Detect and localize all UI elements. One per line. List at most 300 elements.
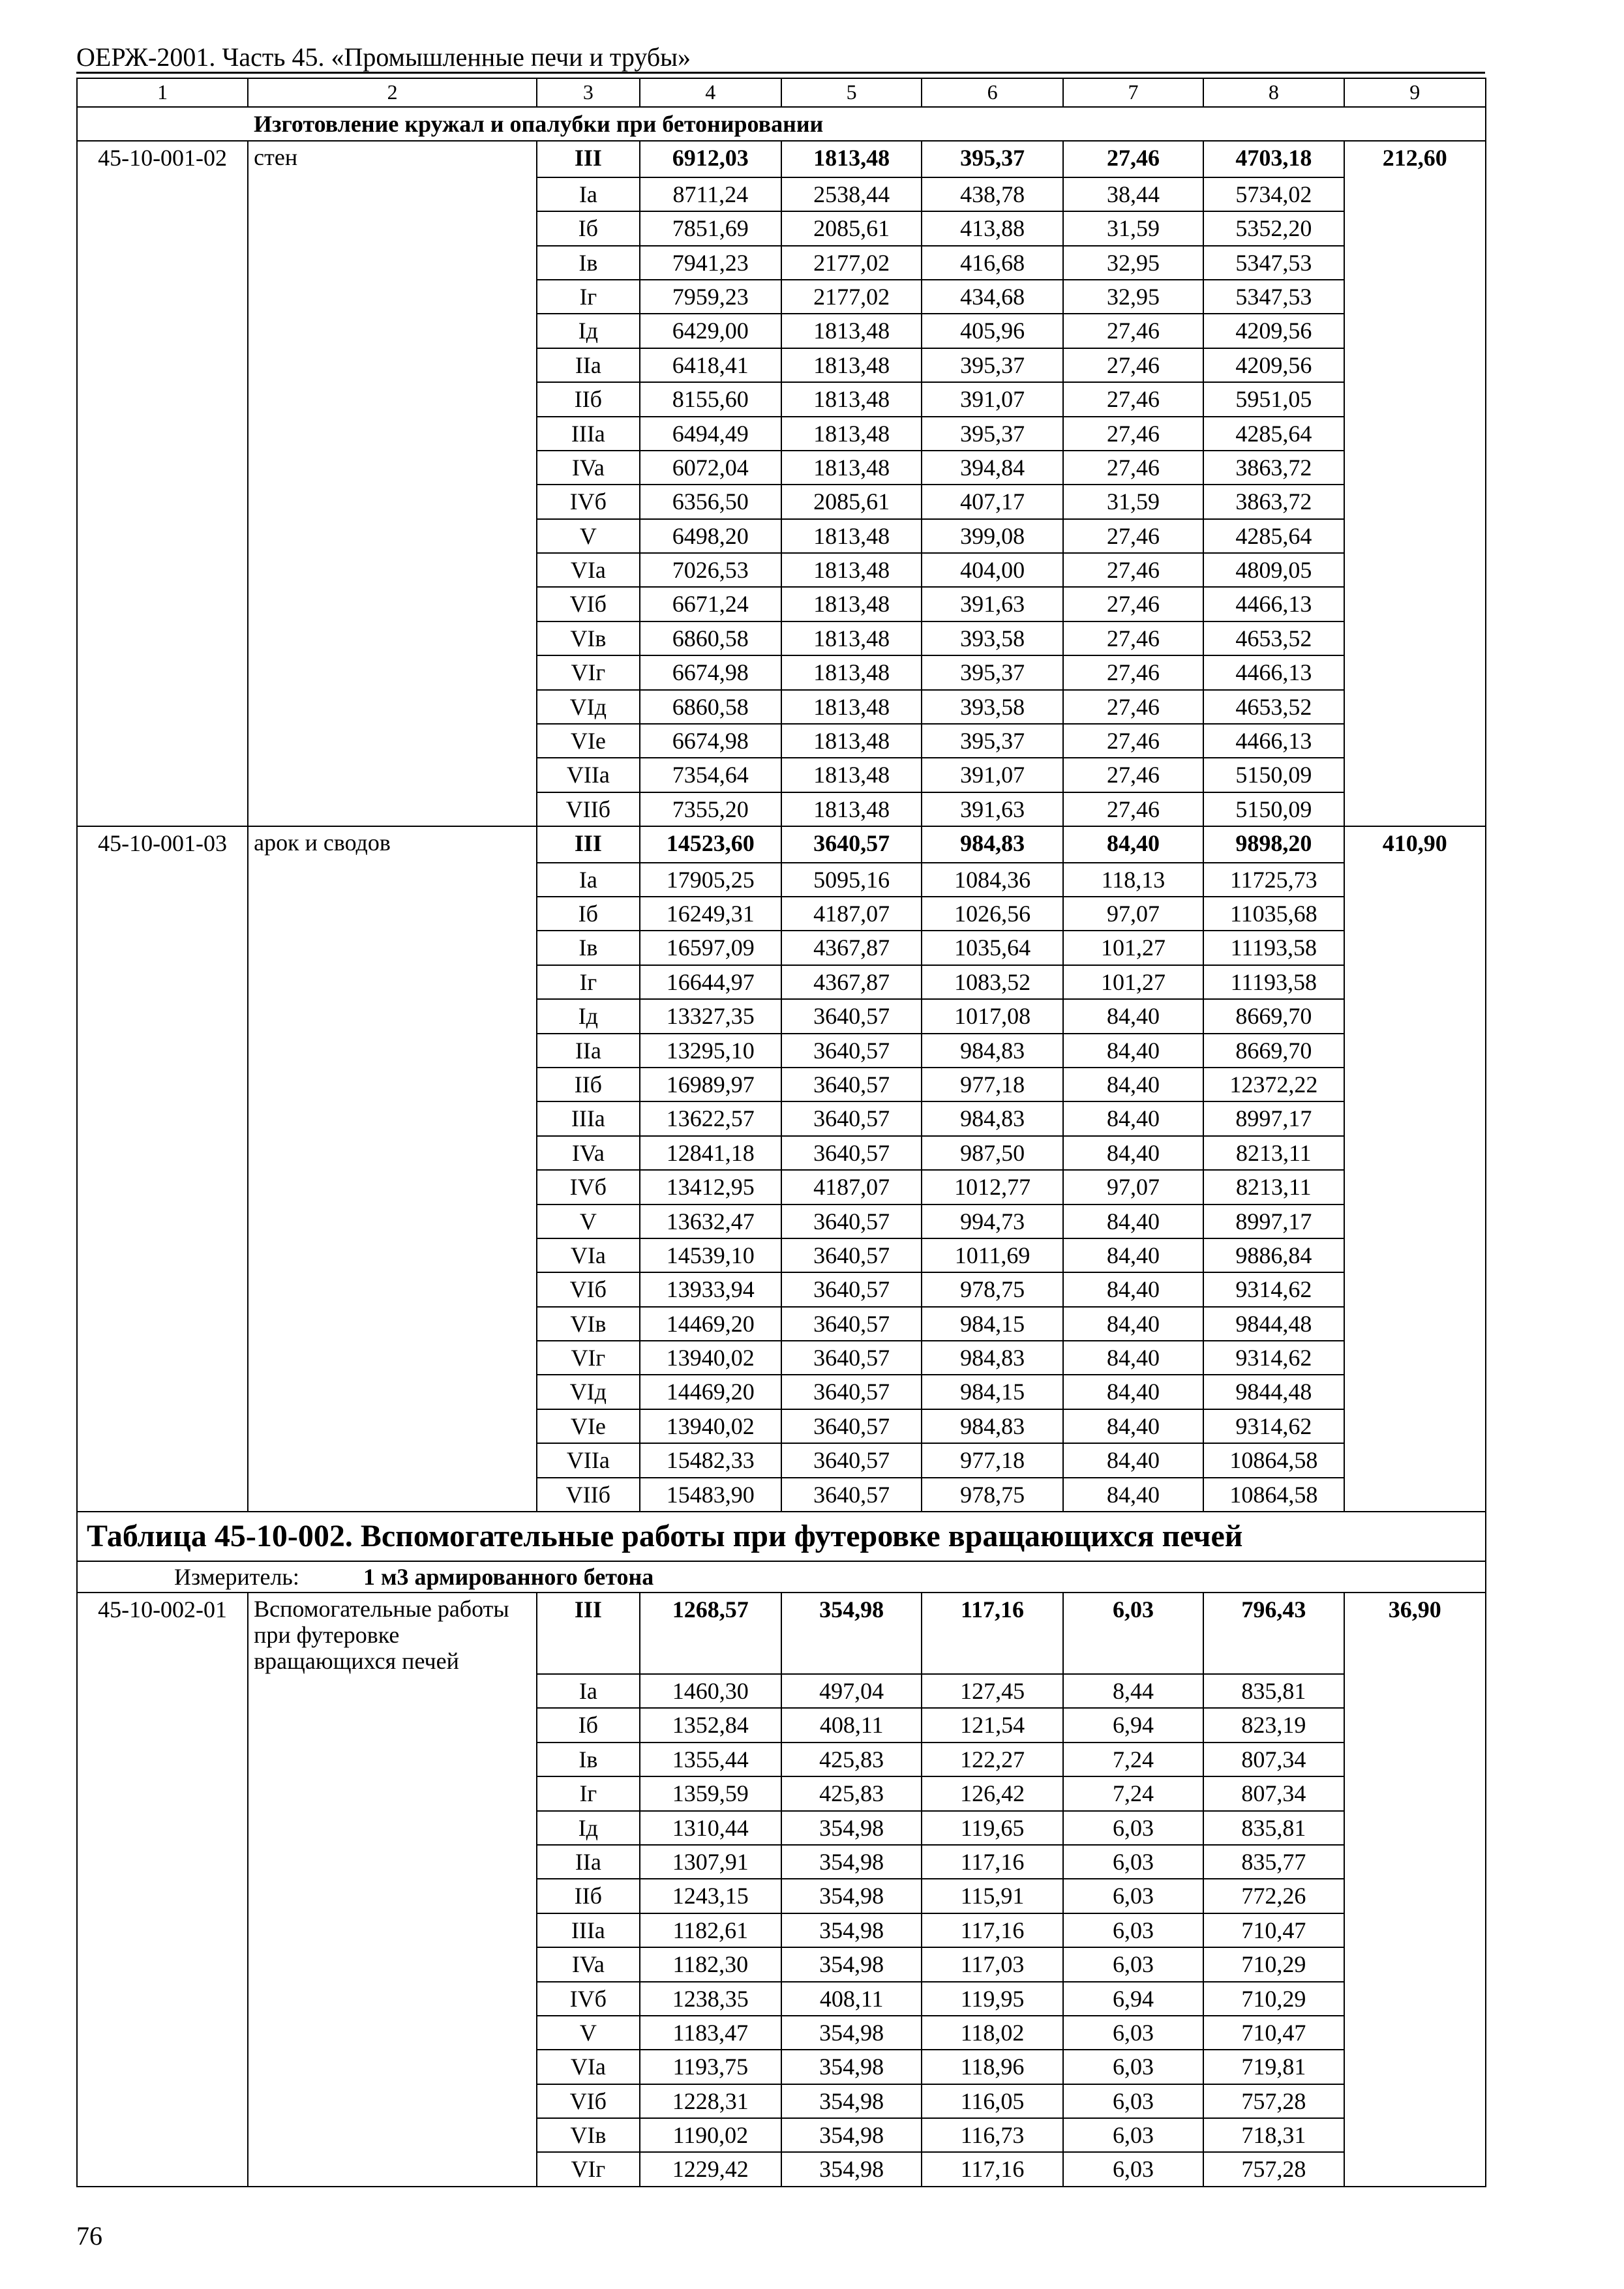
value-cell: 425,83 (781, 1743, 922, 1776)
value-cell: 1026,56 (922, 897, 1062, 931)
item-name-cell (248, 1674, 537, 1708)
zone-code: IIIa (537, 417, 639, 451)
zone-code: Iб (537, 211, 639, 245)
item-name-cell (248, 999, 537, 1033)
value-cell: 354,98 (781, 1593, 922, 1674)
labor-cell (1344, 1375, 1486, 1409)
labor-cell (1344, 690, 1486, 724)
zone-code: VIIб (537, 792, 639, 826)
item-name-cell (248, 897, 537, 931)
value-cell: 718,31 (1203, 2118, 1344, 2152)
item-code-cell (77, 655, 248, 689)
column-number: 6 (922, 78, 1062, 107)
item-code-cell (77, 2084, 248, 2118)
zone-code: III (537, 141, 639, 177)
zone-code: IIa (537, 348, 639, 382)
item-code-cell (77, 2152, 248, 2186)
value-cell: 3863,72 (1203, 451, 1344, 485)
value-cell: 757,28 (1203, 2152, 1344, 2186)
table-row (77, 724, 1486, 758)
value-cell: 8997,17 (1203, 1204, 1344, 1238)
value-cell: 8997,17 (1203, 1101, 1344, 1135)
value-cell: 16989,97 (640, 1068, 781, 1101)
value-cell: 27,46 (1063, 690, 1203, 724)
item-code-cell (77, 348, 248, 382)
item-name-cell (248, 1307, 537, 1341)
value-cell: 757,28 (1203, 2084, 1344, 2118)
section-title: Изготовление кружал и опалубки при бетонировании (77, 107, 1486, 141)
labor-value: 410,90 (1344, 826, 1486, 862)
value-cell: 1190,02 (640, 2118, 781, 2152)
zone-code: Iв (537, 931, 639, 965)
measure-value: 1 м3 армированного бетона (363, 1564, 654, 1591)
labor-cell (1344, 485, 1486, 518)
value-cell: 395,37 (922, 655, 1062, 689)
zone-code: VIб (537, 2084, 639, 2118)
item-name-cell (248, 451, 537, 485)
value-cell: 6,03 (1063, 2050, 1203, 2084)
value-cell: 354,98 (781, 1913, 922, 1947)
zone-code: IVa (537, 1136, 639, 1170)
value-cell: 31,59 (1063, 211, 1203, 245)
value-cell: 118,96 (922, 2050, 1062, 2084)
value-cell: 3640,57 (781, 1136, 922, 1170)
item-code-cell (77, 1307, 248, 1341)
item-name-cell (248, 587, 537, 621)
item-name-cell (248, 1982, 537, 2016)
item-code-cell (77, 451, 248, 485)
labor-cell (1344, 1034, 1486, 1068)
value-cell: 3640,57 (781, 1478, 922, 1512)
table-row (77, 1238, 1486, 1272)
value-cell: 10864,58 (1203, 1478, 1344, 1512)
item-code-cell (77, 2050, 248, 2084)
value-cell: 1813,48 (781, 792, 922, 826)
table-row (77, 2118, 1486, 2152)
labor-cell (1344, 897, 1486, 931)
value-cell: 987,50 (922, 1136, 1062, 1170)
item-name-cell (248, 348, 537, 382)
zone-code: IIб (537, 382, 639, 416)
value-cell: 807,34 (1203, 1743, 1344, 1776)
table-row (77, 1982, 1486, 2016)
labor-cell (1344, 1947, 1486, 1981)
value-cell: 4187,07 (781, 1170, 922, 1204)
table-row (77, 2084, 1486, 2118)
value-cell: 84,40 (1063, 1101, 1203, 1135)
item-code-cell (77, 792, 248, 826)
value-cell: 3640,57 (781, 1101, 922, 1135)
measure-cell (77, 1561, 1486, 1593)
value-cell: 17905,25 (640, 863, 781, 897)
zone-code: Iд (537, 314, 639, 348)
value-cell: 84,40 (1063, 1068, 1203, 1101)
value-cell: 3640,57 (781, 1307, 922, 1341)
table-row (77, 141, 1486, 177)
value-cell: 84,40 (1063, 1375, 1203, 1409)
value-cell: 9314,62 (1203, 1272, 1344, 1306)
value-cell: 84,40 (1063, 1443, 1203, 1477)
value-cell: 13295,10 (640, 1034, 781, 1068)
value-cell: 1813,48 (781, 655, 922, 689)
zone-code: VIa (537, 553, 639, 587)
value-cell: 394,84 (922, 451, 1062, 485)
value-cell: 6356,50 (640, 485, 781, 518)
value-cell: 3640,57 (781, 1272, 922, 1306)
table-row (77, 1811, 1486, 1845)
value-cell: 1813,48 (781, 621, 922, 655)
value-cell: 3863,72 (1203, 485, 1344, 518)
zone-code: IVa (537, 451, 639, 485)
value-cell: 1813,48 (781, 382, 922, 416)
labor-cell (1344, 621, 1486, 655)
item-name-cell (248, 931, 537, 965)
item-code: 45-10-001-03 (77, 826, 248, 862)
value-cell: 6674,98 (640, 655, 781, 689)
item-name-cell (248, 314, 537, 348)
value-cell: 118,02 (922, 2016, 1062, 2050)
column-number: 7 (1063, 78, 1203, 107)
value-cell: 8669,70 (1203, 1034, 1344, 1068)
item-code-cell (77, 280, 248, 314)
value-cell: 1359,59 (640, 1776, 781, 1810)
value-cell: 2538,44 (781, 177, 922, 211)
value-cell: 497,04 (781, 1674, 922, 1708)
value-cell: 710,29 (1203, 1982, 1344, 2016)
item-name-cell (248, 382, 537, 416)
value-cell: 6671,24 (640, 587, 781, 621)
labor-cell (1344, 2152, 1486, 2186)
value-cell: 835,81 (1203, 1811, 1344, 1845)
labor-cell (1344, 348, 1486, 382)
zone-code: V (537, 1204, 639, 1238)
value-cell: 5347,53 (1203, 280, 1344, 314)
section-title-row (77, 107, 1486, 141)
value-cell: 116,73 (922, 2118, 1062, 2152)
value-cell: 393,58 (922, 690, 1062, 724)
value-cell: 6072,04 (640, 451, 781, 485)
value-cell: 984,15 (922, 1307, 1062, 1341)
value-cell: 2085,61 (781, 485, 922, 518)
value-cell: 984,83 (922, 1034, 1062, 1068)
labor-cell (1344, 1811, 1486, 1845)
value-cell: 984,83 (922, 826, 1062, 862)
value-cell: 835,77 (1203, 1845, 1344, 1879)
table-row (77, 1204, 1486, 1238)
item-name: Вспомогательные работы при футеровке вращающихся печей (248, 1593, 537, 1674)
value-cell: 1460,30 (640, 1674, 781, 1708)
value-cell: 4466,13 (1203, 587, 1344, 621)
item-code-cell (77, 314, 248, 348)
value-cell: 3640,57 (781, 826, 922, 862)
table-row (77, 1170, 1486, 1204)
value-cell: 84,40 (1063, 1136, 1203, 1170)
zone-code: VIд (537, 690, 639, 724)
value-cell: 27,46 (1063, 417, 1203, 451)
value-cell: 13940,02 (640, 1409, 781, 1443)
labor-cell (1344, 1307, 1486, 1341)
value-cell: 84,40 (1063, 999, 1203, 1033)
item-name-cell (248, 1409, 537, 1443)
value-cell: 118,13 (1063, 863, 1203, 897)
item-code: 45-10-002-01 (77, 1593, 248, 1674)
value-cell: 2177,02 (781, 246, 922, 280)
value-cell: 15483,90 (640, 1478, 781, 1512)
value-cell: 6,03 (1063, 1811, 1203, 1845)
value-cell: 404,00 (922, 553, 1062, 587)
value-cell: 117,03 (922, 1947, 1062, 1981)
item-code-cell (77, 931, 248, 965)
labor-cell (1344, 792, 1486, 826)
zone-code: VIд (537, 1375, 639, 1409)
item-code-cell (77, 382, 248, 416)
item-code-cell (77, 1341, 248, 1375)
value-cell: 4703,18 (1203, 141, 1344, 177)
zone-code: VIб (537, 1272, 639, 1306)
column-number: 1 (77, 78, 248, 107)
value-cell: 3640,57 (781, 1375, 922, 1409)
value-cell: 11725,73 (1203, 863, 1344, 897)
item-code-cell (77, 1947, 248, 1981)
item-name-cell (248, 1743, 537, 1776)
value-cell: 6,03 (1063, 1879, 1203, 1913)
zone-code: IIIa (537, 1913, 639, 1947)
table-row (77, 1034, 1486, 1068)
value-cell: 6674,98 (640, 724, 781, 758)
item-name-cell (248, 1034, 537, 1068)
value-cell: 416,68 (922, 246, 1062, 280)
value-cell: 719,81 (1203, 2050, 1344, 2084)
zone-code: III (537, 826, 639, 862)
value-cell: 354,98 (781, 2050, 922, 2084)
value-cell: 796,43 (1203, 1593, 1344, 1674)
value-cell: 9844,48 (1203, 1307, 1344, 1341)
value-cell: 8213,11 (1203, 1170, 1344, 1204)
value-cell: 5150,09 (1203, 792, 1344, 826)
value-cell: 119,65 (922, 1811, 1062, 1845)
labor-value: 212,60 (1344, 141, 1486, 177)
value-cell: 32,95 (1063, 280, 1203, 314)
value-cell: 7354,64 (640, 758, 781, 792)
item-name-cell (248, 1170, 537, 1204)
value-cell: 978,75 (922, 1272, 1062, 1306)
column-number: 5 (781, 78, 922, 107)
value-cell: 399,08 (922, 519, 1062, 553)
labor-cell (1344, 1708, 1486, 1742)
value-cell: 6,03 (1063, 1913, 1203, 1947)
value-cell: 97,07 (1063, 1170, 1203, 1204)
labor-cell (1344, 1409, 1486, 1443)
item-code-cell (77, 1101, 248, 1135)
zone-code: VIIб (537, 1478, 639, 1512)
item-name-cell (248, 724, 537, 758)
value-cell: 84,40 (1063, 1034, 1203, 1068)
value-cell: 4809,05 (1203, 553, 1344, 587)
value-cell: 6,94 (1063, 1708, 1203, 1742)
value-cell: 1182,61 (640, 1913, 781, 1947)
item-code-cell (77, 553, 248, 587)
item-name-cell (248, 177, 537, 211)
value-cell: 1813,48 (781, 690, 922, 724)
item-code-cell (77, 2118, 248, 2152)
item-code-cell (77, 1068, 248, 1101)
table-row (77, 2050, 1486, 2084)
table-row (77, 826, 1486, 862)
item-code-cell (77, 863, 248, 897)
value-cell: 2177,02 (781, 280, 922, 314)
item-name-cell (248, 417, 537, 451)
item-name-cell (248, 553, 537, 587)
value-cell: 12372,22 (1203, 1068, 1344, 1101)
item-code: 45-10-001-02 (77, 141, 248, 177)
labor-cell (1344, 1913, 1486, 1947)
value-cell: 3640,57 (781, 1034, 922, 1068)
zone-code: VIв (537, 2118, 639, 2152)
labor-cell (1344, 1743, 1486, 1776)
value-cell: 1813,48 (781, 553, 922, 587)
value-cell: 84,40 (1063, 1272, 1203, 1306)
labor-cell (1344, 1272, 1486, 1306)
value-cell: 1083,52 (922, 965, 1062, 999)
zone-code: VIв (537, 621, 639, 655)
table-row (77, 1674, 1486, 1708)
value-cell: 126,42 (922, 1776, 1062, 1810)
zone-code: VIг (537, 2152, 639, 2186)
value-cell: 407,17 (922, 485, 1062, 518)
zone-code: IIб (537, 1879, 639, 1913)
value-cell: 16249,31 (640, 897, 781, 931)
value-cell: 14469,20 (640, 1307, 781, 1341)
zone-code: IIб (537, 1068, 639, 1101)
item-code-cell (77, 1811, 248, 1845)
item-code-cell (77, 1136, 248, 1170)
item-code-cell (77, 1776, 248, 1810)
table-row (77, 1307, 1486, 1341)
value-cell: 3640,57 (781, 999, 922, 1033)
value-cell: 6860,58 (640, 690, 781, 724)
value-cell: 1193,75 (640, 2050, 781, 2084)
item-code-cell (77, 897, 248, 931)
value-cell: 354,98 (781, 1811, 922, 1845)
value-cell: 710,47 (1203, 2016, 1344, 2050)
value-cell: 6,03 (1063, 2016, 1203, 2050)
value-cell: 13940,02 (640, 1341, 781, 1375)
value-cell: 4466,13 (1203, 655, 1344, 689)
value-cell: 1813,48 (781, 587, 922, 621)
zone-code: VIa (537, 1238, 639, 1272)
table-body (77, 78, 1486, 2187)
value-cell: 984,83 (922, 1101, 1062, 1135)
item-name-cell (248, 1478, 537, 1512)
value-cell: 3640,57 (781, 1238, 922, 1272)
value-cell: 116,05 (922, 2084, 1062, 2118)
column-number-row (77, 78, 1486, 107)
labor-cell (1344, 655, 1486, 689)
value-cell: 27,46 (1063, 519, 1203, 553)
item-name: арок и сводов (248, 826, 537, 862)
labor-cell (1344, 758, 1486, 792)
item-name-cell (248, 621, 537, 655)
value-cell: 84,40 (1063, 1204, 1203, 1238)
value-cell: 434,68 (922, 280, 1062, 314)
item-code-cell (77, 1170, 248, 1204)
table-row (77, 314, 1486, 348)
table-row (77, 211, 1486, 245)
column-number: 8 (1203, 78, 1344, 107)
value-cell: 32,95 (1063, 246, 1203, 280)
column-number: 9 (1344, 78, 1486, 107)
zone-code: VIг (537, 1341, 639, 1375)
value-cell: 7026,53 (640, 553, 781, 587)
value-cell: 807,34 (1203, 1776, 1344, 1810)
value-cell: 13632,47 (640, 1204, 781, 1238)
labor-cell (1344, 1845, 1486, 1879)
item-code-cell (77, 587, 248, 621)
labor-cell (1344, 417, 1486, 451)
item-name-cell (248, 2118, 537, 2152)
page-number: 76 (76, 2221, 102, 2251)
zone-code: IVa (537, 1947, 639, 1981)
page-header: ОЕРЖ-2001. Часть 45. «Промышленные печи и трубы» (76, 42, 691, 72)
value-cell: 4209,56 (1203, 314, 1344, 348)
value-cell: 115,91 (922, 1879, 1062, 1913)
measure-row (77, 1561, 1486, 1593)
value-cell: 1229,42 (640, 2152, 781, 2186)
table-title-row (77, 1512, 1486, 1561)
labor-cell (1344, 246, 1486, 280)
value-cell: 13412,95 (640, 1170, 781, 1204)
item-code-cell (77, 1743, 248, 1776)
labor-cell (1344, 211, 1486, 245)
value-cell: 835,81 (1203, 1674, 1344, 1708)
table-row (77, 2016, 1486, 2050)
value-cell: 13933,94 (640, 1272, 781, 1306)
table-row (77, 451, 1486, 485)
item-code-cell (77, 1443, 248, 1477)
item-name-cell (248, 1947, 537, 1981)
value-cell: 3640,57 (781, 1204, 922, 1238)
table-row (77, 931, 1486, 965)
value-cell: 14469,20 (640, 1375, 781, 1409)
item-name-cell (248, 1811, 537, 1845)
value-cell: 354,98 (781, 2118, 922, 2152)
value-cell: 101,27 (1063, 931, 1203, 965)
value-cell: 27,46 (1063, 141, 1203, 177)
item-code-cell (77, 621, 248, 655)
value-cell: 6912,03 (640, 141, 781, 177)
value-cell: 1084,36 (922, 863, 1062, 897)
table-row (77, 1068, 1486, 1101)
value-cell: 4653,52 (1203, 621, 1344, 655)
item-code-cell (77, 1708, 248, 1742)
table-row (77, 1845, 1486, 1879)
labor-cell (1344, 863, 1486, 897)
value-cell: 438,78 (922, 177, 1062, 211)
labor-cell (1344, 965, 1486, 999)
value-cell: 6494,49 (640, 417, 781, 451)
item-code-cell (77, 485, 248, 518)
table-row (77, 1947, 1486, 1981)
value-cell: 27,46 (1063, 382, 1203, 416)
value-cell: 8155,60 (640, 382, 781, 416)
value-cell: 27,46 (1063, 451, 1203, 485)
value-cell: 5734,02 (1203, 177, 1344, 211)
value-cell: 3640,57 (781, 1443, 922, 1477)
zone-code: VIIa (537, 758, 639, 792)
value-cell: 1813,48 (781, 519, 922, 553)
value-cell: 395,37 (922, 348, 1062, 382)
value-cell: 1813,48 (781, 451, 922, 485)
